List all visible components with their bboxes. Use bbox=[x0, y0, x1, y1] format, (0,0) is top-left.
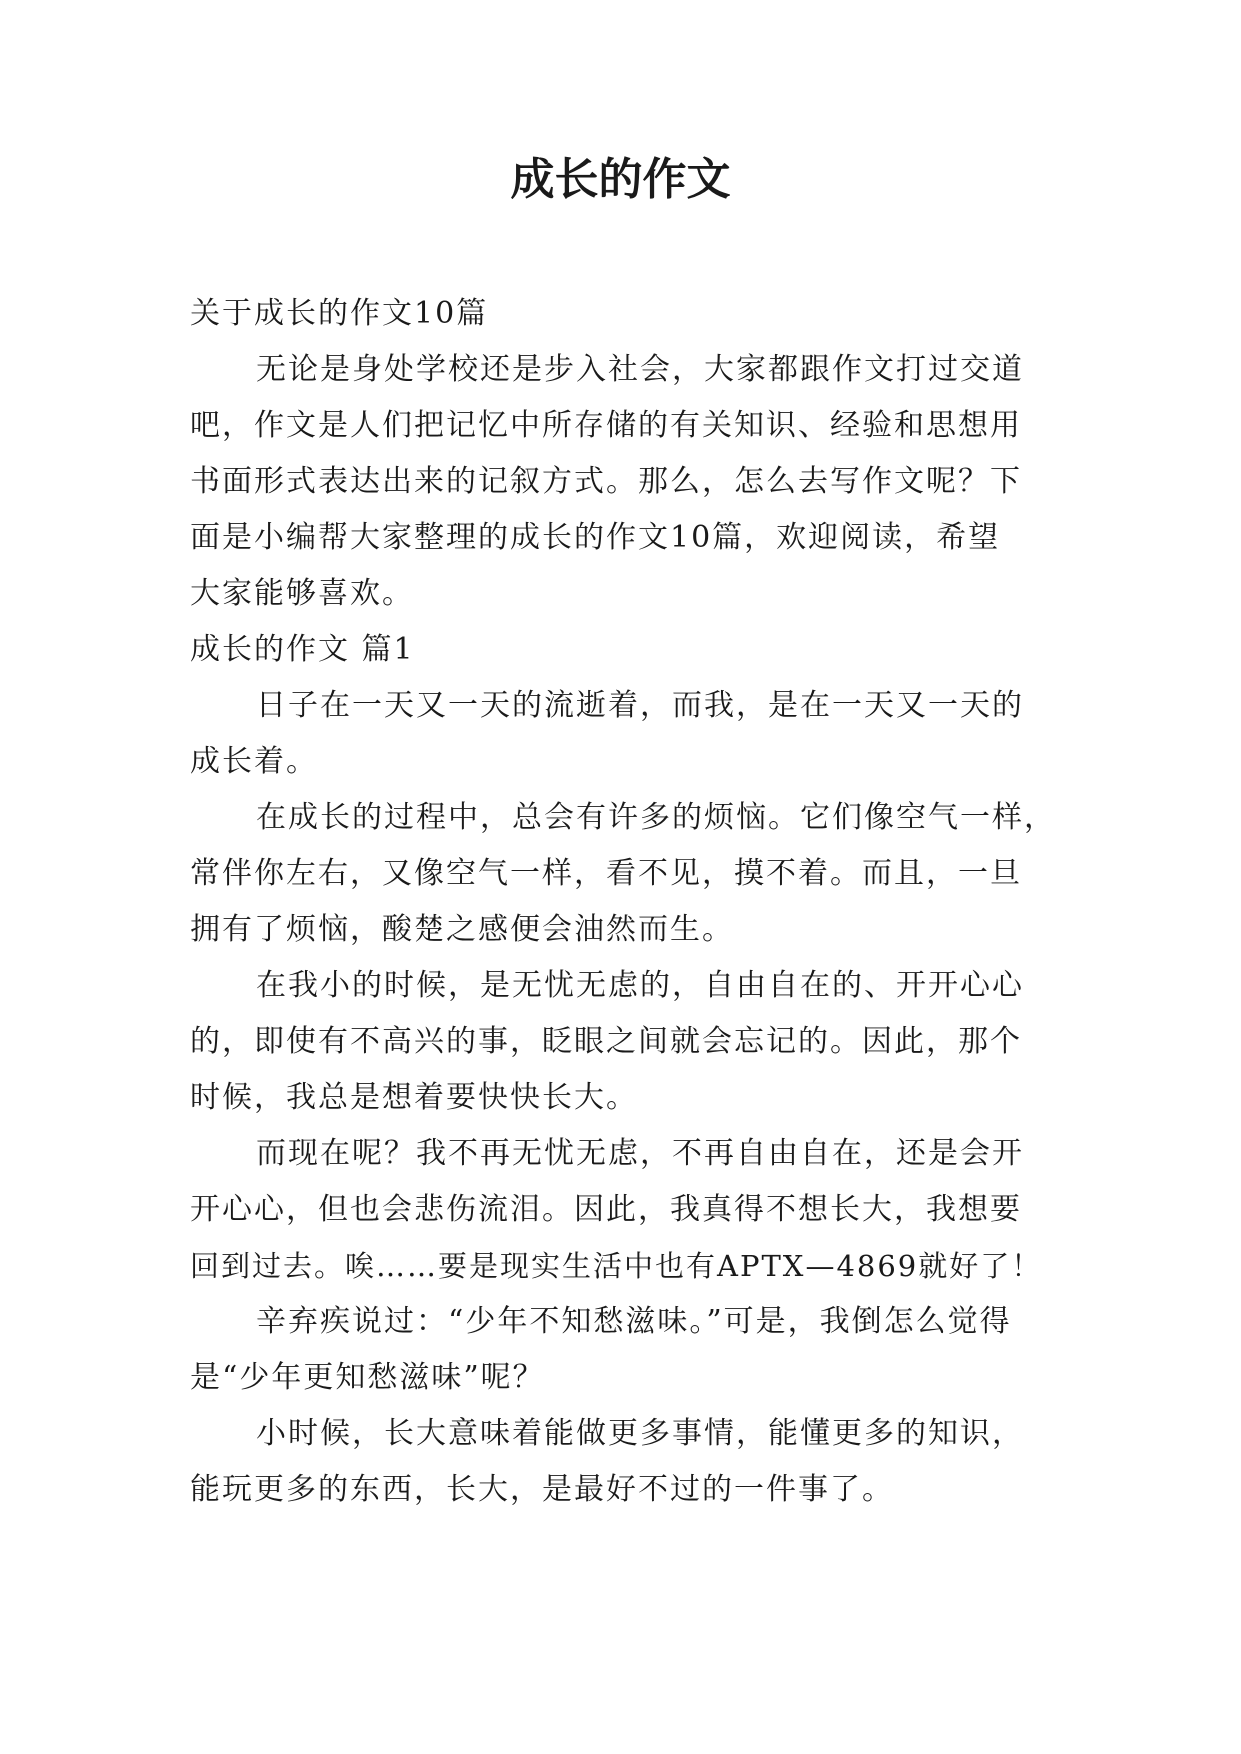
text-line: 拥有了烦恼，酸楚之感便会油然而生。 bbox=[190, 912, 734, 947]
text-line: 而现在呢？我不再无忧无虑，不再自由自在，还是会开 bbox=[256, 1136, 1024, 1171]
text-line: 时候，我总是想着要快快长大。 bbox=[190, 1080, 638, 1115]
text-line: 常伴你左右，又像空气一样，看不见，摸不着。而且，一旦 bbox=[190, 856, 1022, 891]
text-line: 关于成长的作文10篇 bbox=[190, 296, 489, 331]
text-line: 吧，作文是人们把记忆中所存储的有关知识、经验和思想用 bbox=[190, 408, 1022, 443]
text-line: 日子在一天又一天的流逝着，而我，是在一天又一天的 bbox=[256, 688, 1024, 723]
text-line: 在我小的时候，是无忧无虑的，自由自在的、开开心心 bbox=[256, 968, 1024, 1003]
text-line: 在成长的过程中，总会有许多的烦恼。它们像空气一样， bbox=[256, 800, 1056, 835]
text-line: 是“少年更知愁滋味”呢？ bbox=[190, 1360, 545, 1395]
text-line: 成长着。 bbox=[190, 744, 318, 779]
text-line: 能玩更多的东西，长大，是最好不过的一件事了。 bbox=[190, 1472, 894, 1507]
document-title: 成长的作文 bbox=[510, 154, 731, 205]
text-line: 小时候，长大意味着能做更多事情，能懂更多的知识， bbox=[256, 1416, 1024, 1451]
text-line: 书面形式表达出来的记叙方式。那么，怎么去写作文呢？下 bbox=[190, 464, 1022, 499]
text-line: 辛弃疾说过：“少年不知愁滋味。”可是，我倒怎么觉得 bbox=[256, 1304, 1012, 1339]
text-line: 的，即使有不高兴的事，眨眼之间就会忘记的。因此，那个 bbox=[190, 1024, 1022, 1059]
document-body bbox=[190, 286, 1060, 1518]
text-line: 无论是身处学校还是步入社会，大家都跟作文打过交道 bbox=[256, 352, 1024, 387]
text-line: 大家能够喜欢。 bbox=[190, 576, 414, 611]
text-line: 成长的作文 篇1 bbox=[190, 632, 415, 667]
text-line: 开心心，但也会悲伤流泪。因此，我真得不想长大，我想要 bbox=[190, 1192, 1022, 1227]
text-line: 回到过去。唉……要是现实生活中也有APTX—4869就好了！ bbox=[190, 1249, 1043, 1283]
text-line: 面是小编帮大家整理的成长的作文10篇，欢迎阅读，希望 bbox=[190, 520, 1001, 555]
